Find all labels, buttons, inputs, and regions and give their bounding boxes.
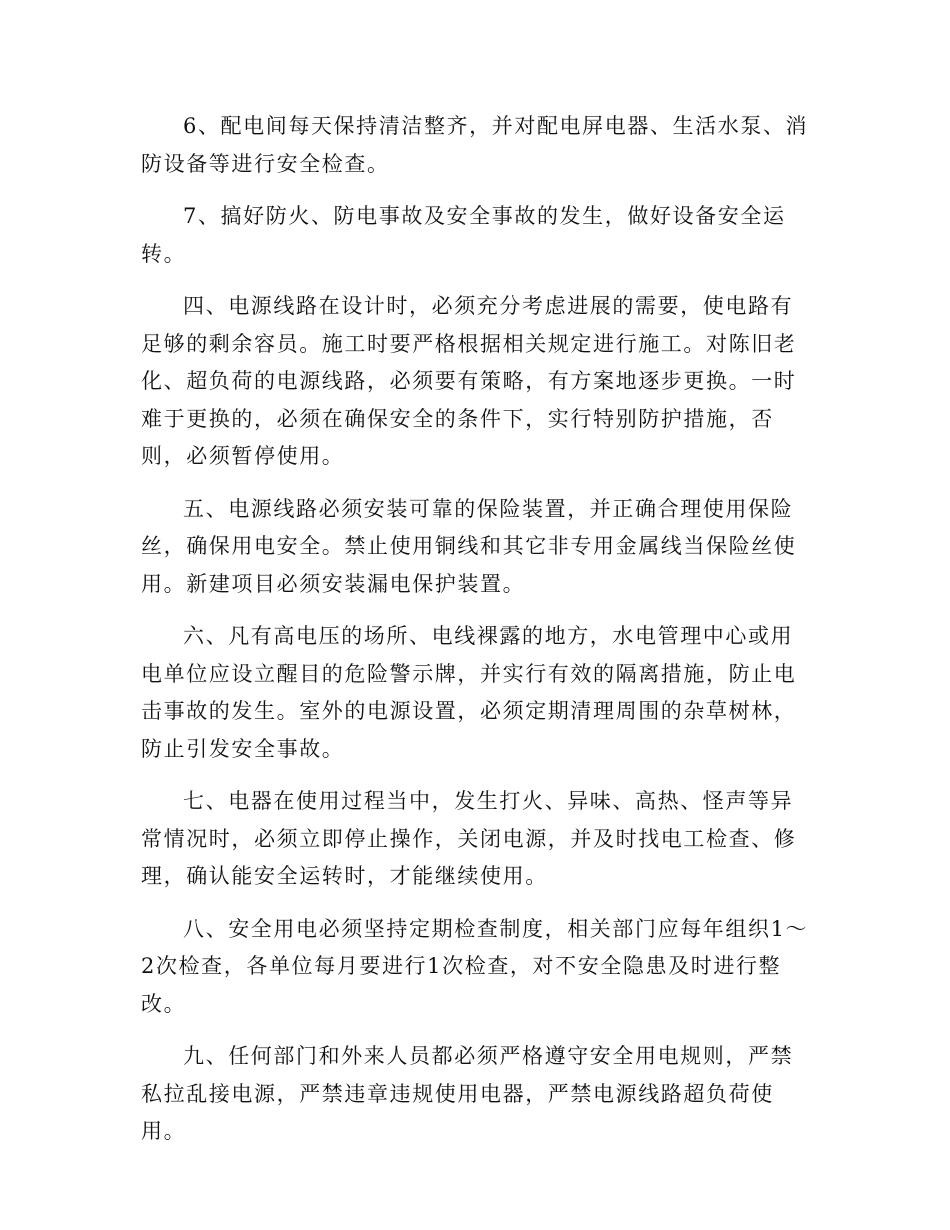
paragraph-section-5: 五、电源线路必须安装可靠的保险装置，并正确合理使用保险丝，确保用电安全。禁止使用铜线和其它非专用金属线当保险丝使用。新建项目必须安装漏电保护装置。 [141,496,797,596]
paragraph-section-7: 七、电器在使用过程当中，发生打火、异味、高热、怪声等异常情况时，必须立即停止操作，关闭电源，并及时找电工检查、修理，确认能安全运转时，才能继续使用。 [141,789,797,888]
paragraph-item-6: 6、配电间每天保持清洁整齐，并对配电屏电器、生活水泵、消防设备等进行安全检查。 [141,114,809,176]
paragraph-item-7: 7、搞好防火、防电事故及安全事故的发生，做好设备安全运转。 [141,204,786,266]
paragraph-section-8: 八、安全用电必须坚持定期检查制度，相关部门应每年组织1～2次检查，各单位每月要进行1次检查，对不安全隐患及时进行整改。 [141,916,809,1016]
paragraph-section-4: 四、电源线路在设计时，必须充分考虑进展的需要，使电路有足够的剩余容员。施工时要严格根据相关规定进行施工。对陈旧老化、超负荷的电源线路，必须要有策略，有方案地逐步更换。一时难于更换的，必须在确保安全的条件下，实行特别防护措施，否则，必须暂停使用。 [141,294,797,468]
document-body [141,108,809,1151]
paragraph-section-9: 九、任何部门和外来人员都必须严格遵守安全用电规则，严禁私拉乱接电源，严禁违章违规使用电器，严禁电源线路超负荷使用。 [141,1044,794,1143]
paragraph-section-6: 六、凡有高电压的场所、电线裸露的地方，水电管理中心或用电单位应设立醒目的危险警示牌，并实行有效的隔离措施，防止电击事故的发生。室外的电源设置，必须定期清理周围的杂草树林，防止引发安全事故。 [141,624,797,761]
